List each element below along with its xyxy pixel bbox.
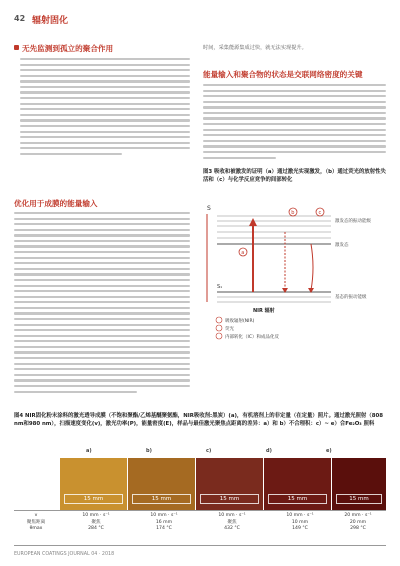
sample-photo-c	[196, 458, 263, 510]
table-row-headers: v 聚焦距离 θmax	[26, 513, 46, 531]
internal-conversion-arrow	[311, 244, 313, 290]
panel-label-a: a)	[86, 448, 92, 454]
page-footer: EUROPEAN COATINGS JOURNAL 04 · 2018	[14, 552, 115, 557]
label-excited-vib: 激发态的振动能级	[335, 219, 371, 224]
svg-text:a: a	[241, 250, 245, 256]
sample-photo-e	[332, 458, 386, 510]
label-nir: NIR 辐射	[253, 308, 275, 314]
body-text-block-1	[20, 58, 190, 158]
figure3-caption: 图3 吸收和被激发的证明（a）通过激光实现激发，（b）通过荧光的放射性失活和（c）与化学反应竞争的间部转化	[203, 169, 386, 183]
table-column: 10 mm · s⁻¹ 10 mm 149 °C	[286, 513, 314, 531]
label-ground-vib: 基态的振动能级	[335, 295, 367, 300]
panel-label-c: c)	[206, 448, 212, 454]
parameter-table	[14, 510, 386, 546]
legend-a: 吸收辐射(NIR)	[225, 319, 255, 324]
table-column: 10 mm · s⁻¹ 聚焦 284 °C	[82, 513, 110, 531]
figure4-caption: 图4 NIR固化粉末涂料的激光透导成膜（不饱和聚酯/乙烯基醚聚氨酯，NIR吸收剂:黑炭）(a)，有机溶剂上的非定量（在定量）照片。通过激光照射（808 nm和980 nm），扫描速度变化(v)，激光功率(P)，能量密度(E)，样品与最佳激光聚焦点距离的差异：a）和 b）不合理积：c）~ e）合Fe₂O₃ 照料	[14, 413, 383, 427]
svg-text:b: b	[291, 210, 295, 216]
energy-level-diagram	[203, 192, 388, 342]
table-column: 10 mm · s⁻¹ 16 mm 174 °C	[150, 513, 178, 531]
body-text-block-2	[14, 212, 190, 396]
panel-label-e: e)	[326, 448, 332, 454]
scale-bar: 15 mm	[132, 494, 191, 504]
label-excited: 激发态	[335, 243, 349, 248]
page-number: 42	[14, 14, 26, 23]
sample-photo-b	[128, 458, 195, 510]
ground-levels	[217, 292, 331, 302]
legend-b: 荧光	[225, 327, 234, 332]
sample-photo-a	[60, 458, 127, 510]
panel-label-d: d)	[266, 448, 272, 454]
section-title: 辐射固化	[32, 16, 69, 26]
bullet-icon	[14, 45, 19, 50]
scale-bar: 15 mm	[64, 494, 123, 504]
svg-text:c: c	[318, 210, 322, 216]
body-text-block-3	[203, 84, 386, 162]
panel-label-b: b)	[146, 448, 152, 454]
table-column: 20 mm · s⁻¹ 20 mm 298 °C	[344, 513, 372, 531]
heading-left-2: 优化用于成膜的能量输入	[14, 199, 98, 208]
continuation-text: 时间，采集能源集成过快，就无法实现提升。	[203, 45, 307, 51]
label-s1: S₁	[217, 284, 223, 290]
label-s0: S	[207, 205, 211, 212]
scale-bar: 15 mm	[200, 494, 259, 504]
heading-right: 能量输入和聚合物的状态是交联网络密度的关键	[203, 70, 363, 79]
legend-c: 内部转化（IC）和成品化反	[225, 335, 279, 340]
scale-bar: 15 mm	[268, 494, 327, 504]
heading-left-1: 无先监测到孤立的聚合作用	[14, 44, 189, 54]
sample-photo-d	[264, 458, 331, 510]
scale-bar: 15 mm	[336, 494, 382, 504]
excited-levels	[217, 216, 331, 244]
table-column: 10 mm · s⁻¹ 聚焦 432 °C	[218, 513, 246, 531]
